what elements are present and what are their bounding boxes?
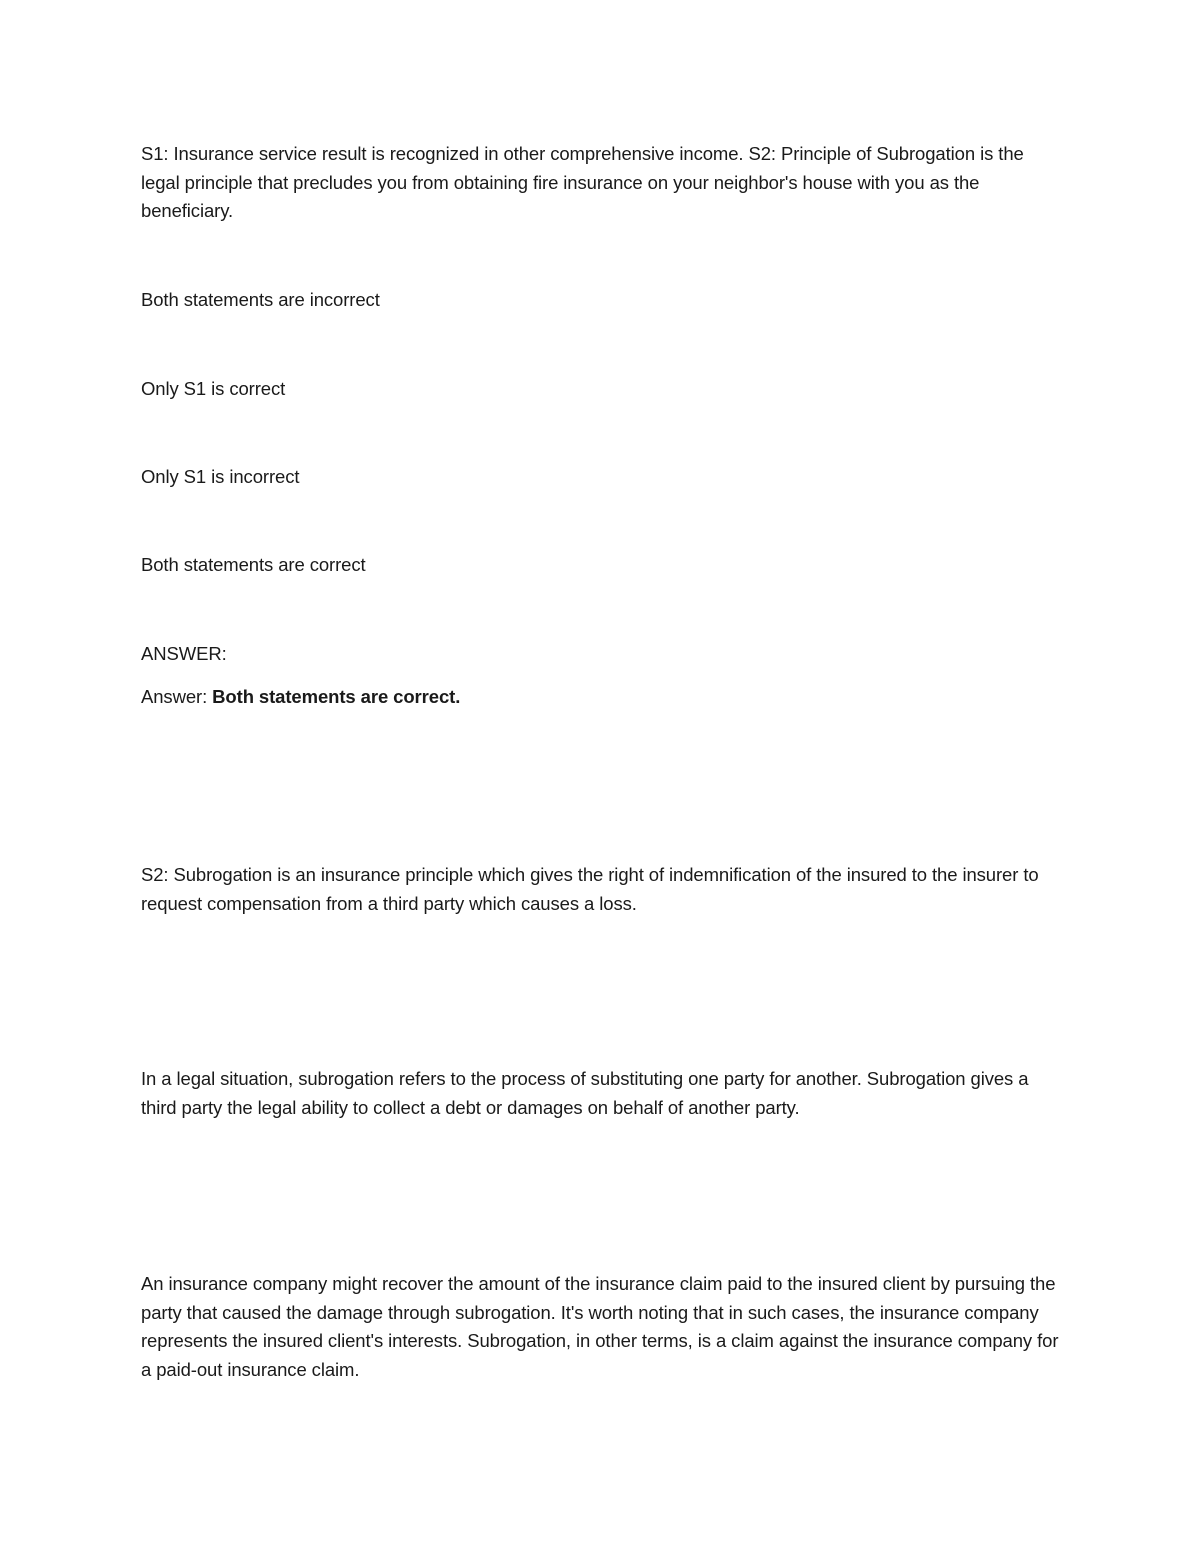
option-both-correct: Both statements are correct — [141, 554, 366, 575]
answer-prefix: Answer: — [141, 686, 213, 707]
option-only-s1-incorrect: Only S1 is incorrect — [141, 466, 300, 487]
question-text: S1: Insurance service result is recognized in other comprehensive income. S2: Principle of Subrogation is the legal principle that precludes you from obtaining fire insurance on your neighbor's house with you as the beneficiary. — [141, 143, 1024, 221]
explanation-paragraph-2: In a legal situation, subrogation refers to the process of substituting one party for another. Subrogation gives a third party the legal ability to collect a debt or damages on behalf of another party. — [141, 1068, 1029, 1118]
explanation-paragraph-3: An insurance company might recover the amount of the insurance claim paid to the insured client by pursuing the party that caused the damage through subrogation. It's worth noting that in such cases, the insurance company represents the insured client's interests. Subrogation, in other terms, is a claim against the insurance company for a paid-out insurance claim. — [141, 1273, 1059, 1380]
option-both-incorrect: Both statements are incorrect — [141, 289, 380, 310]
answer-heading: ANSWER: — [141, 643, 227, 664]
explanation-paragraph-1: S2: Subrogation is an insurance principle which gives the right of indemnification of the insured to the insurer to request compensation from a third party which causes a loss. — [141, 864, 1039, 914]
option-only-s1-correct: Only S1 is correct — [141, 378, 286, 399]
answer-line — [141, 683, 1066, 712]
answer-value: Both statements are correct. — [212, 686, 461, 707]
